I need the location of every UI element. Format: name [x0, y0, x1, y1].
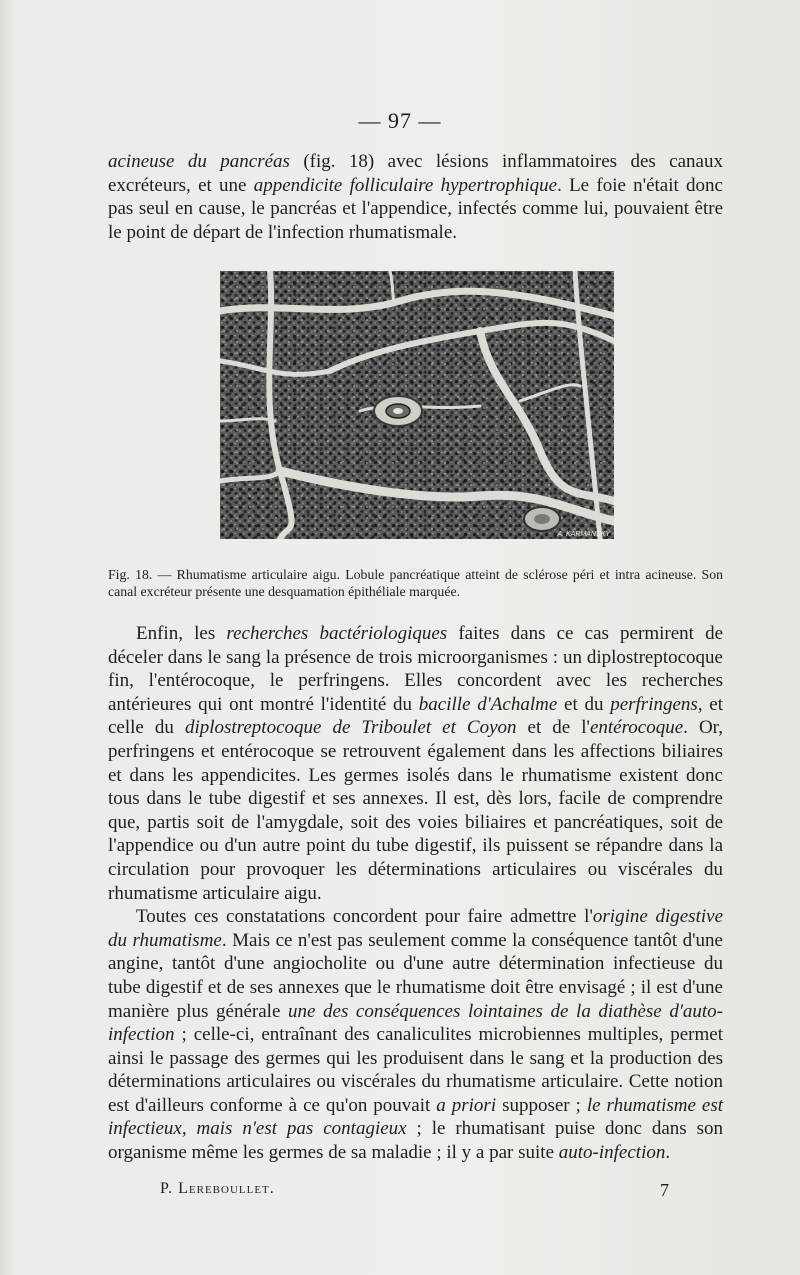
intro-italic-1: acineuse du pancréas [108, 151, 290, 172]
signature-number: 7 [660, 1180, 670, 1200]
p3-italic-3: a priori [436, 1094, 497, 1116]
caption-text: Rhumatisme articulaire aigu. Lobule pancréatique atteint de sclérose péri et intra acineuse. Son canal excréteur présente une desquamation épithéliale marquée. [108, 567, 724, 599]
p2-italic-5: entérocoque [589, 717, 684, 739]
p3-italic-4: le rhumatisme est infectieux, mais n'est pas contagieux [108, 1094, 723, 1140]
p2-italic-4: diplostreptocoque de Triboulet et Coyon [184, 717, 517, 739]
p2-text-1: Enfin, les [136, 623, 227, 644]
p2-italic-1: recherches bactériologiques [226, 623, 448, 644]
intro-paragraph [108, 150, 723, 244]
p3-text-1: Toutes ces constatations concordent pour faire admettre l' [136, 906, 593, 928]
p2-italic-3: perfringens [610, 693, 698, 715]
intro-italic-2: appendicite folliculaire hypertrophique [253, 174, 558, 196]
p3-text-6: . [665, 1142, 671, 1164]
histology-illustration [220, 271, 614, 539]
caption-label: Fig. 18. — [108, 567, 172, 582]
histology-figure [220, 271, 614, 539]
p3-text-2: . Mais ce n'est pas seulement comme la conséquence tantôt d'une angine, tantôt d'une angiocholite ou d'une autre détermination infectieuse du tube digestif et de ses annexes que le rhumatisme doit être envisagé ; il est d'une manière plus générale [108, 929, 723, 1022]
p3-italic-5: auto-infection [558, 1142, 666, 1164]
p3-italic-2: une des conséquences lointaines de la diathèse d'auto-infection [108, 1000, 723, 1046]
figure-signature: A. KARMANSKY [557, 531, 610, 538]
figure-caption [108, 566, 723, 600]
intro-paragraph-block [108, 150, 723, 244]
main-text-block [108, 622, 723, 1165]
paragraph-3 [108, 905, 723, 1165]
p3-text-4: supposer ; [496, 1094, 587, 1116]
p3-text-3: ; celle-ci, entraînant des canaliculites microbiennes multiples, permet ainsi le passage des germes qui les produisent dans le sang et la production des déterminations articulaires ou viscérales du rhumatisme articulaire. Cette notion est d'ailleurs conforme à ce qu'on pouvait [108, 1024, 723, 1116]
p2-text-4: , et celle du [108, 693, 724, 739]
page-number: — 97 — [358, 108, 442, 133]
page-footer [160, 1180, 680, 1198]
p3-italic-1: origine digestive du rhumatisme [108, 906, 723, 951]
p2-text-3: et du [557, 693, 611, 715]
p2-italic-2: bacille d'Achalme [418, 693, 558, 715]
intro-text-1: (fig. 18) avec lésions inflammatoires des canaux excréteurs, et une [108, 151, 723, 196]
intro-text-2: . Le foie n'était donc pas seul en cause, le pancréas et l'appendice, infectés comme lui, pouvaient être le point de départ de l'infection rhumatismale. [108, 174, 723, 243]
excretory-duct [374, 396, 422, 426]
p3-text-5: ; le rhumatisant puise donc dans son organisme même les germes de sa maladie ; il y a par suite [108, 1118, 723, 1164]
p2-text-6: . Or, perfringens et entérocoque se retrouvent également dans les affections biliaires et dans les appendicites. Les germes isolés dans le rhumatisme existent donc tous dans le tube digestif et ses annexes. Il est, dès lors, facile de comprendre que, partis soit de l'amygdale, soit des voies biliaires et pancréatiques, soit de l'appendice ou d'un autre point du tube digestif, ils puissent se répandre dans la circulation pour provoquer les déterminations articulaires ou viscérales du rhumatisme articulaire aigu. [108, 717, 723, 904]
p2-text-2: faites dans ce cas permirent de déceler dans le sang la présence de trois microorganismes : un diplostreptocoque fin, l'entérocoque, le perfringens. Elles concordent avec les recherches antérieures qui ont montré l'identité du [108, 623, 724, 715]
paragraph-2 [108, 622, 723, 905]
footer-author: P. Lereboullet. [160, 1180, 275, 1197]
p2-text-5: et de l' [516, 717, 590, 739]
